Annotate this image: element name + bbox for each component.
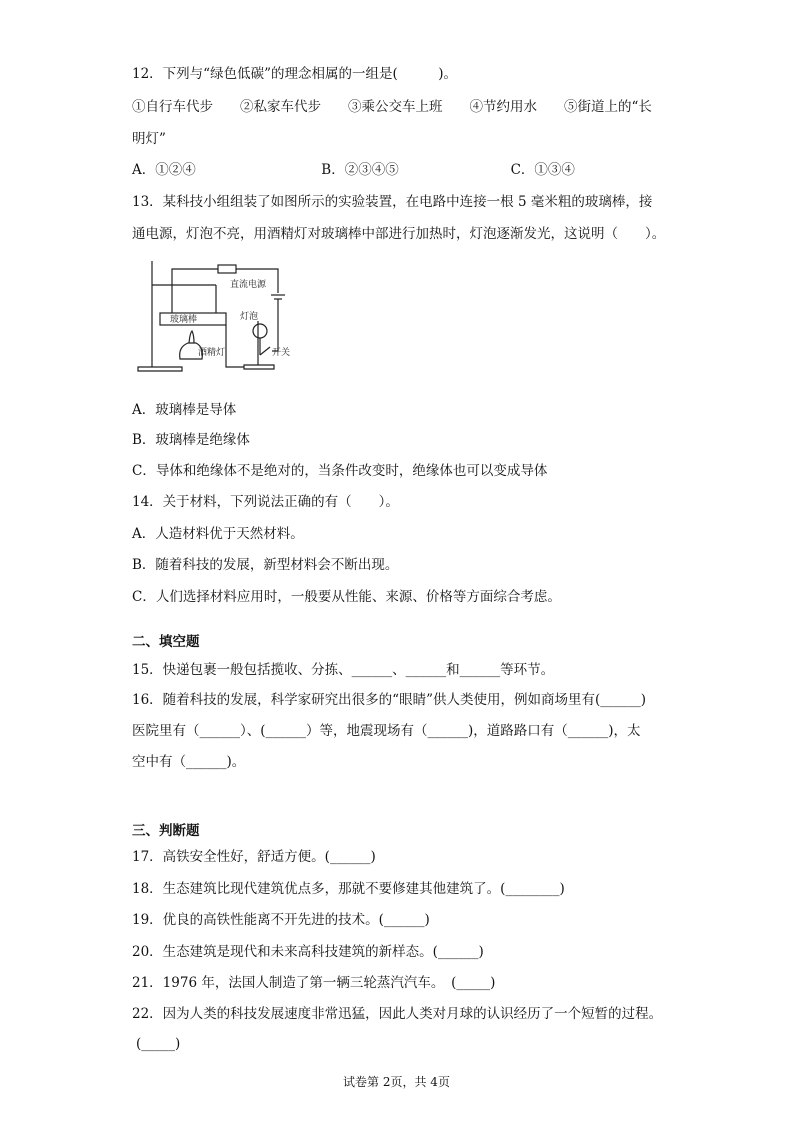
q13-stem-line1: 13．某科技小组组装了如图所示的实验装置，在电路中连接一根 5 毫米粗的玻璃棒，接 bbox=[132, 194, 653, 210]
label-lamp: 酒精灯 bbox=[198, 348, 226, 358]
label-rod: 玻璃棒 bbox=[170, 315, 198, 325]
q16-line2: 医院里有（______）、(______）等，地震现场有（______)，道路路口有（______)，太 bbox=[132, 723, 641, 739]
q19-text: 19．优良的高铁性能离不开先进的技术。(______) bbox=[132, 912, 430, 928]
q16-line3: 空中有（______)。 bbox=[132, 754, 246, 770]
q14-option-b: B．随着科技的发展，新型材料会不断出现。 bbox=[132, 557, 399, 573]
q12-stem: 12．下列与“绿色低碳”的理念相属的一组是( )。 bbox=[132, 66, 458, 82]
q12-options bbox=[132, 160, 575, 180]
q13-stem-line2: 通电源，灯泡不亮，用酒精灯对玻璃棒中部进行加热时，灯泡逐渐发光，这说明（ ）。 bbox=[132, 226, 666, 242]
q12-items-line1: ①自行车代步 ②私家车代步 ③乘公交车上班 ④节约用水 ⑤街道上的“长 bbox=[132, 99, 652, 115]
label-bulb: 灯泡 bbox=[240, 312, 259, 322]
stand-base bbox=[138, 367, 182, 371]
q18-text: 18．生态建筑比现代建筑优点多，那就不要修建其他建筑了。(________) bbox=[132, 881, 565, 897]
q14-option-c: C．人们选择材料应用时，一般要从性能、来源、价格等方面综合考虑。 bbox=[132, 589, 561, 605]
section-fill-in-title: 二、填空题 bbox=[132, 634, 200, 650]
q22-line2: (_____) bbox=[136, 1036, 181, 1052]
resistor bbox=[218, 265, 236, 273]
section-judge-title: 三、判断题 bbox=[132, 823, 200, 839]
q13-option-b: B．玻璃棒是绝缘体 bbox=[132, 432, 250, 448]
circuit-figure bbox=[132, 255, 297, 377]
q21-text: 21．1976 年，法国人制造了第一辆三轮蒸汽汽车。 (_____) bbox=[132, 975, 496, 991]
q14-stem: 14．关于材料，下列说法正确的有（ ）。 bbox=[132, 494, 399, 510]
bulb-shape bbox=[253, 324, 267, 338]
label-switch: 开关 bbox=[272, 348, 291, 358]
q17-text: 17．高铁安全性好，舒适方便。(______) bbox=[132, 849, 376, 865]
q12-option-a: A．①②④ bbox=[132, 162, 196, 178]
q14-option-a: A．人造材料优于天然材料。 bbox=[132, 526, 304, 542]
q20-text: 20．生态建筑是现代和未来高科技建筑的新样态。(______) bbox=[132, 944, 484, 960]
q15-text: 15．快递包裹一般包括揽收、分拣、______、______和______等环节。 bbox=[132, 662, 555, 678]
switch-lever bbox=[260, 347, 270, 355]
q12-items-line2: 明灯” bbox=[132, 131, 166, 147]
q13-option-a: A．玻璃棒是导体 bbox=[132, 402, 237, 418]
page-footer: 试卷第 2页，共 4页 bbox=[343, 1075, 450, 1089]
label-power: 直流电源 bbox=[230, 280, 267, 290]
q16-line1: 16．随着科技的发展，科学家研究出很多的“眼睛”供人类使用，例如商场里有(______) bbox=[132, 692, 647, 708]
q22-line1: 22．因为人类的科技发展速度非常迅猛，因此人类对月球的认识经历了一个短暂的过程。 bbox=[132, 1006, 663, 1022]
q12-option-b: B．②③④⑤ bbox=[321, 162, 399, 178]
q12-option-c: C．①③④ bbox=[510, 162, 575, 178]
q13-option-c: C．导体和绝缘体不是绝对的，当条件改变时，绝缘体也可以变成导体 bbox=[132, 463, 548, 479]
circuit-diagram bbox=[132, 255, 297, 377]
